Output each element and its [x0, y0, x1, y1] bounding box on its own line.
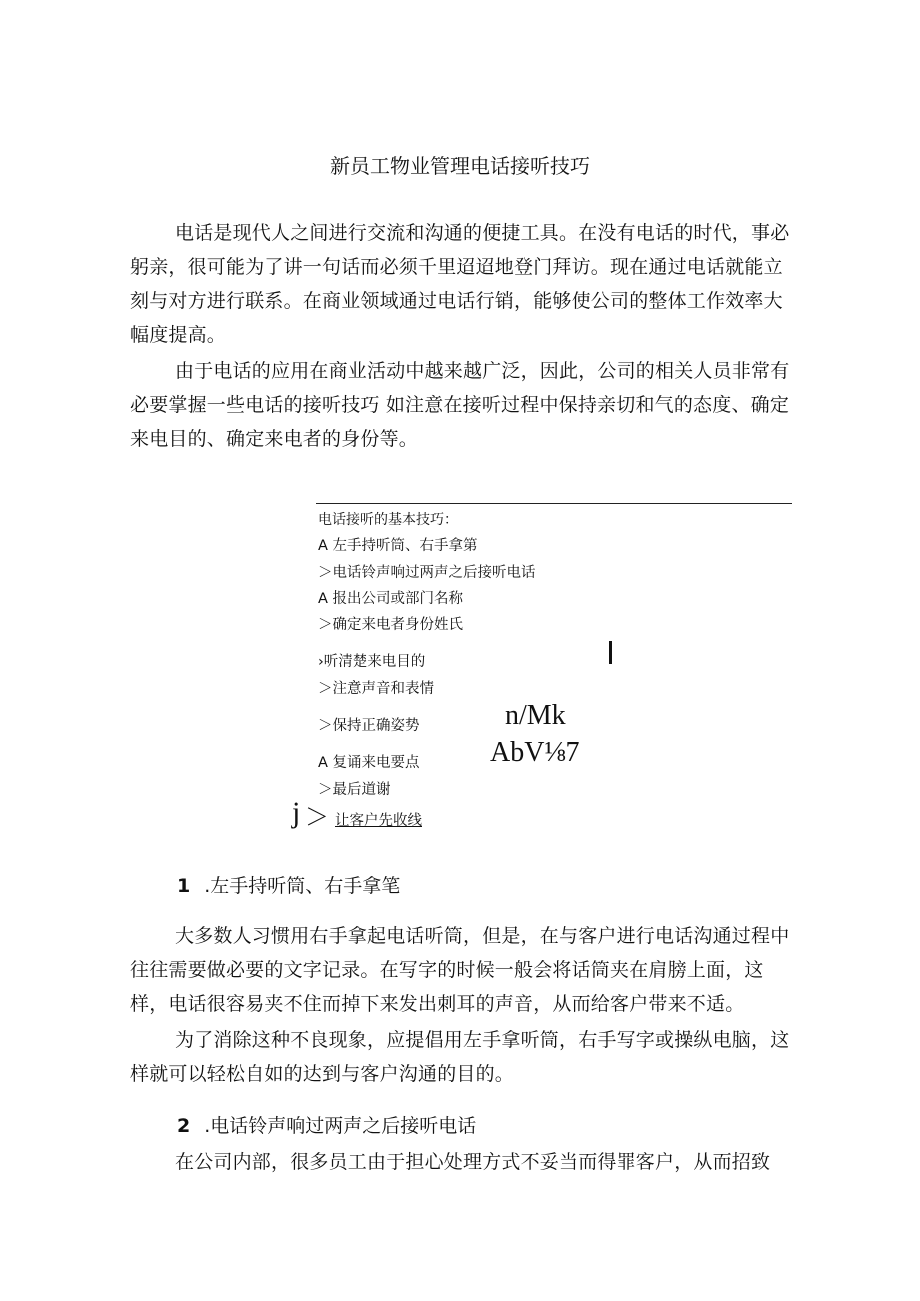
section-2-number: 2	[177, 1115, 191, 1137]
box-item-4: ＞确定来电者身份姓氏	[318, 617, 463, 633]
box-title: 电话接听的基本技巧：	[318, 512, 458, 528]
scan-artifact-text-1: n/Mk	[505, 700, 566, 731]
box-item-8: A 复诵来电要点	[318, 755, 420, 771]
section-2-body	[130, 1145, 795, 1179]
box-item-6: ＞注意声音和表情	[318, 681, 434, 697]
scan-artifact-gt: ＞	[305, 803, 329, 831]
box-item-2: ＞电话铃声响过两声之后接听电话	[318, 565, 536, 581]
section-1-heading	[177, 871, 400, 898]
scan-artifact-text-2: AbV⅛7	[490, 737, 580, 768]
section-2-heading	[177, 1111, 476, 1138]
section-1-paragraph-1: 大多数人习惯用右手拿起电话听筒，但是，在与客户进行电话沟通过程中往往需要做必要的文字记录。在写字的时候一般会将话筒夹在肩膀上面，这样，电话很容易夹不住而掉下来发出刺耳的声音，从而给客户带来不适。	[130, 925, 790, 1015]
section-2-paragraph-1: 在公司内部，很多员工由于担心处理方式不妥当而得罪客户，从而招致	[175, 1151, 771, 1173]
intro-paragraph-1: 电话是现代人之间进行交流和沟通的便捷工具。在没有电话的时代，事必躬亲，很可能为了讲一句话而必须千里迢迢地登门拜访。现在通过电话就能立刻与对方进行联系。在商业领域通过电话行销，能够使公司的整体工作效率大幅度提高。	[130, 222, 790, 346]
intro-section	[130, 216, 795, 456]
box-item-7: ＞保持正确姿势	[318, 718, 420, 734]
box-item-5: ›听清楚来电目的	[318, 654, 426, 670]
scan-artifact-bar	[609, 641, 612, 664]
scan-artifact-j: j	[292, 796, 301, 829]
box-item-3: A 报出公司或部门名称	[318, 591, 464, 607]
box-item-10: 让客户先收线	[335, 813, 422, 829]
section-1-body	[130, 919, 795, 1091]
box-item-9: ＞最后道谢	[318, 782, 391, 798]
section-1-heading-text: .左手持听筒、右手拿笔	[204, 875, 401, 897]
box-item-1: A 左手持听筒、右手拿第	[318, 538, 478, 554]
intro-paragraph-2: 由于电话的应用在商业活动中越来越广泛，因此，公司的相关人员非常有必要掌握一些电话的接听技巧 如注意在接听过程中保持亲切和气的态度、确定来电目的、确定来电者的身份等。	[130, 360, 790, 450]
box-divider	[316, 503, 792, 504]
section-1-paragraph-2: 为了消除这种不良现象，应提倡用左手拿听筒，右手写字或操纵电脑，这样就可以轻松自如的达到与客户沟通的目的。	[130, 1029, 790, 1085]
section-1-number: 1	[177, 875, 191, 897]
section-2-heading-text: .电话铃声响过两声之后接听电话	[204, 1115, 477, 1137]
page-title: 新员工物业管理电话接听技巧	[330, 154, 590, 178]
